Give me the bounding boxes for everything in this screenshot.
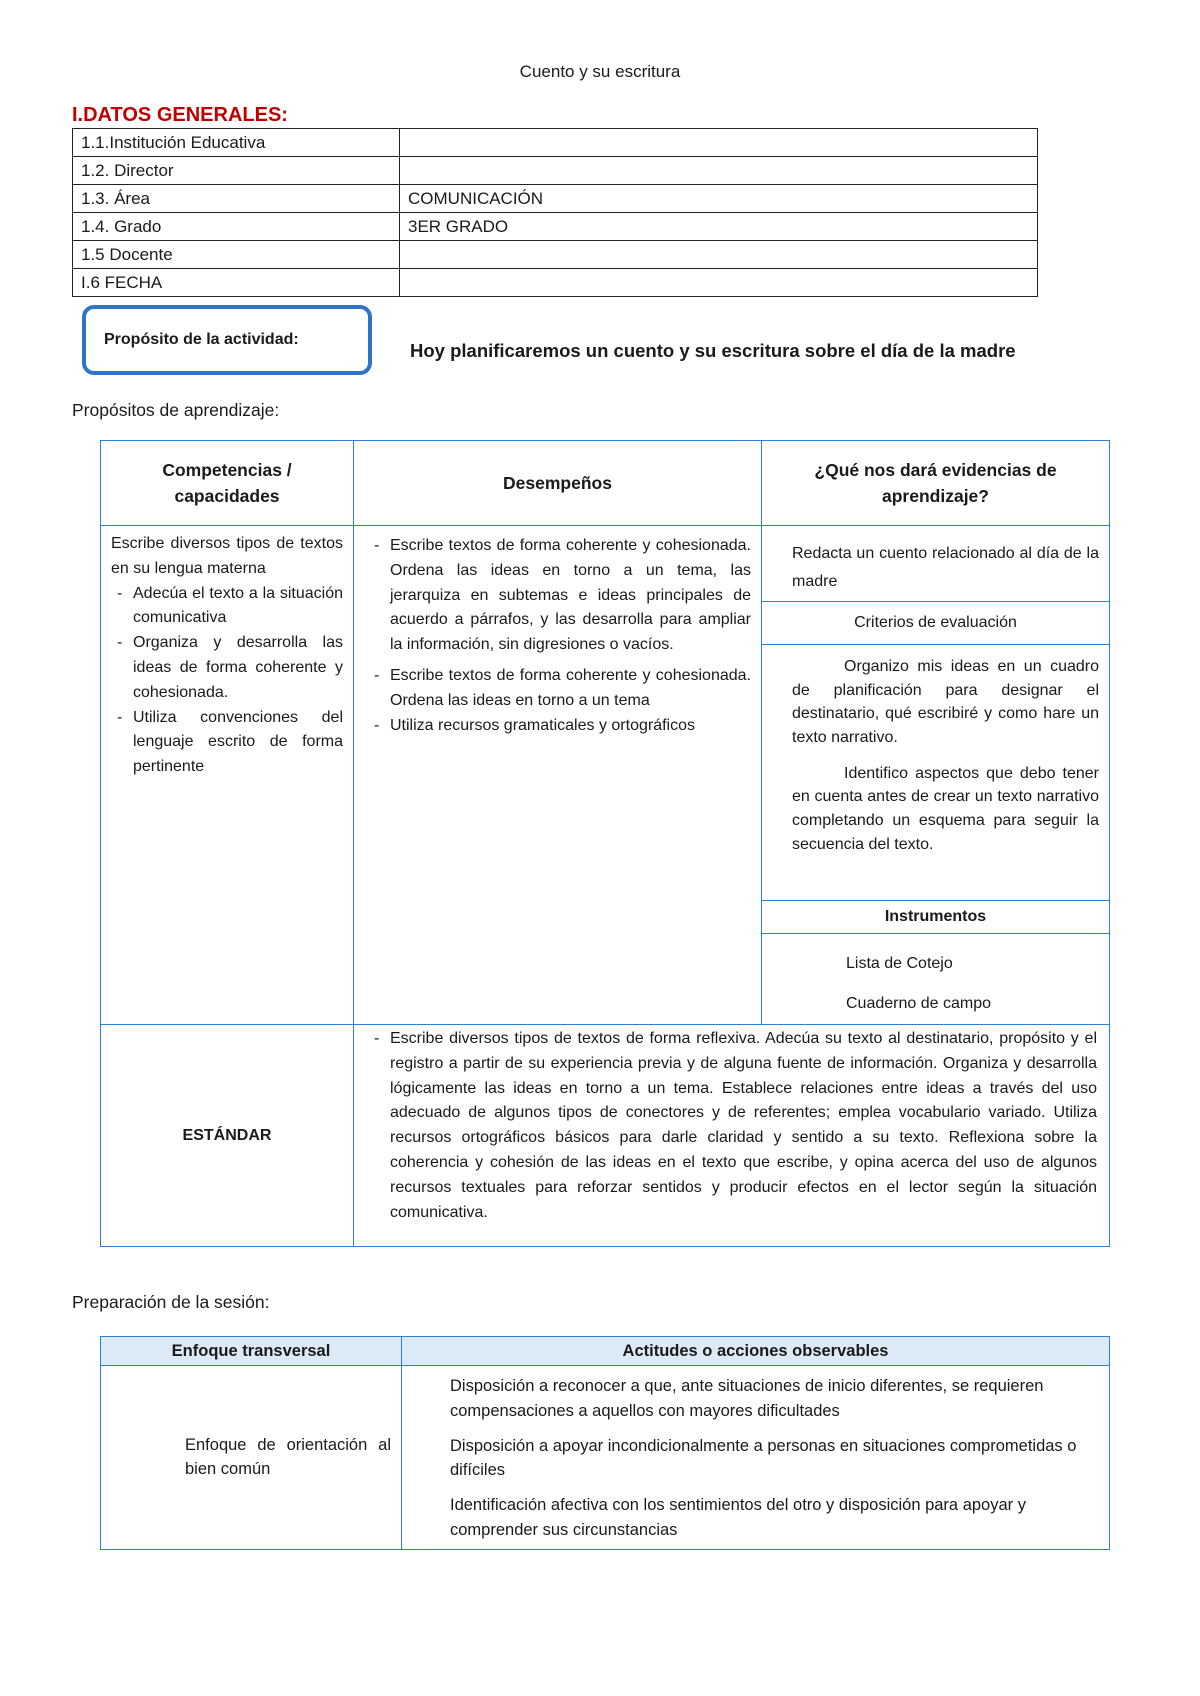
general-data-table xyxy=(72,128,1038,297)
header-approach: Enfoque transversal xyxy=(101,1337,402,1366)
purpose-text: Hoy planificaremos un cuento y su escritura sobre el día de la madre xyxy=(410,340,1016,361)
general-value: COMUNICACIÓN xyxy=(400,185,1038,213)
list-item: - Adecúa el texto a la situación comunicativa xyxy=(133,582,343,632)
performances-list xyxy=(368,534,751,738)
instruments-list xyxy=(762,934,1109,1024)
criteria-title: Criterios de evaluación xyxy=(762,602,1109,645)
table-header-row xyxy=(101,1337,1110,1366)
competence-intro: Escribe diversos tipos de textos en su lengua materna xyxy=(111,535,343,577)
actions-cell xyxy=(402,1366,1110,1550)
criteria-item: Identifico aspectos que debo tener en cuenta antes de crear un texto narrativo completando un esquema para seguir la secuencia del texto. xyxy=(792,764,1099,853)
table-row xyxy=(73,241,1038,269)
table-row xyxy=(101,1366,1110,1550)
general-label: 1.3. Área xyxy=(73,185,400,213)
table-row xyxy=(73,185,1038,213)
learning-heading: Propósitos de aprendizaje: xyxy=(72,400,280,420)
list-item: - Utiliza recursos gramaticales y ortográficos xyxy=(390,714,751,739)
purpose-label: Propósito de la actividad: xyxy=(104,331,299,348)
capacities-list xyxy=(111,582,343,780)
header-evidence: ¿Qué nos dará evidencias de aprendizaje? xyxy=(762,441,1110,526)
standard-list xyxy=(368,1027,1097,1225)
list-item: - Escribe textos de forma coherente y cohesionada. Ordena las ideas en torno a un tema xyxy=(390,664,751,714)
competences-cell xyxy=(101,526,354,1025)
list-item: - Utiliza convenciones del lenguaje escrito de forma pertinente xyxy=(133,706,343,780)
document-title: Cuento y su escritura xyxy=(519,62,681,81)
table-row xyxy=(101,1025,1110,1247)
action-item: Disposición a reconocer a que, ante situaciones de inicio diferentes, se requieren compensaciones a aquellos con mayores dificultades xyxy=(450,1377,1044,1420)
standard-text: - Escribe diversos tipos de textos de forma reflexiva. Adecúa su texto al destinatario, propósito y el registro a partir de su experiencia previa y de alguna fuente de información. Organiza y desarrolla lógicamente las ideas en torno a un tema. Establece relaciones entre ideas a través del uso adecuado de algunos tipos de conectores y de referentes; emplea vocabulario variado. Utiliza recursos ortográficos básicos para darle claridad y sentido a su texto. Reflexiona sobre la coherencia y cohesión de las ideas en el texto que escribe, y opina acerca del uso de algunos recursos textuales para reforzar sentidos y producir efectos en el lector según la situación comunicativa. xyxy=(390,1027,1097,1225)
standard-label: ESTÁNDAR xyxy=(101,1025,354,1247)
instruments-title: Instrumentos xyxy=(762,901,1109,934)
table-row xyxy=(73,213,1038,241)
list-item: - Organiza y desarrolla las ideas de forma coherente y cohesionada. xyxy=(133,631,343,705)
table-row xyxy=(101,526,1110,1025)
general-label: 1.1.Institución Educativa xyxy=(73,129,400,157)
criteria-item: Organizo mis ideas en un cuadro de planificación para designar el destinatario, qué escribiré y como hare un texto narrativo. xyxy=(792,658,1099,747)
general-value xyxy=(400,157,1038,185)
table-row xyxy=(73,269,1038,297)
general-label: 1.5 Docente xyxy=(73,241,400,269)
general-value xyxy=(400,269,1038,297)
header-performances: Desempeños xyxy=(354,441,762,526)
action-item: Disposición a apoyar incondicionalmente a personas en situaciones comprometidas o difíciles xyxy=(450,1436,1077,1480)
evidence-cell xyxy=(762,526,1110,1025)
general-label: 1.4. Grado xyxy=(73,213,400,241)
list-item: Lista de Cotejo xyxy=(846,955,953,972)
list-item: - Escribe textos de forma coherente y cohesionada. Ordena las ideas en torno a un tema, las jerarquiza en subtemas e ideas principales de acuerdo a párrafos, y las desarrolla para ampliar la información, sin digresiones o vacíos. xyxy=(390,534,751,658)
header-actions: Actitudes o acciones observables xyxy=(402,1337,1110,1366)
general-label: 1.2. Director xyxy=(73,157,400,185)
preparation-table xyxy=(100,1336,1110,1550)
learning-table xyxy=(100,440,1110,1247)
list-item: Cuaderno de campo xyxy=(846,995,991,1012)
preparation-heading: Preparación de la sesión: xyxy=(72,1292,270,1312)
action-item: Identificación afectiva con los sentimientos del otro y disposición para apoyar y comprender sus circunstancias xyxy=(450,1496,1026,1539)
approach-cell: Enfoque de orientación al bien común xyxy=(101,1366,402,1550)
table-row xyxy=(73,157,1038,185)
general-value: 3ER GRADO xyxy=(400,213,1038,241)
general-label: I.6 FECHA xyxy=(73,269,400,297)
performances-cell xyxy=(354,526,762,1025)
table-header-row xyxy=(101,441,1110,526)
table-row xyxy=(73,129,1038,157)
general-value xyxy=(400,129,1038,157)
standard-cell xyxy=(354,1025,1110,1247)
header-competences: Competencias / capacidades xyxy=(101,441,354,526)
evidence-text: Redacta un cuento relacionado al día de la madre xyxy=(762,526,1109,602)
general-data-heading: I.DATOS GENERALES: xyxy=(72,104,288,126)
purpose-label-box xyxy=(82,305,372,375)
general-value xyxy=(400,241,1038,269)
criteria-block xyxy=(762,645,1109,901)
